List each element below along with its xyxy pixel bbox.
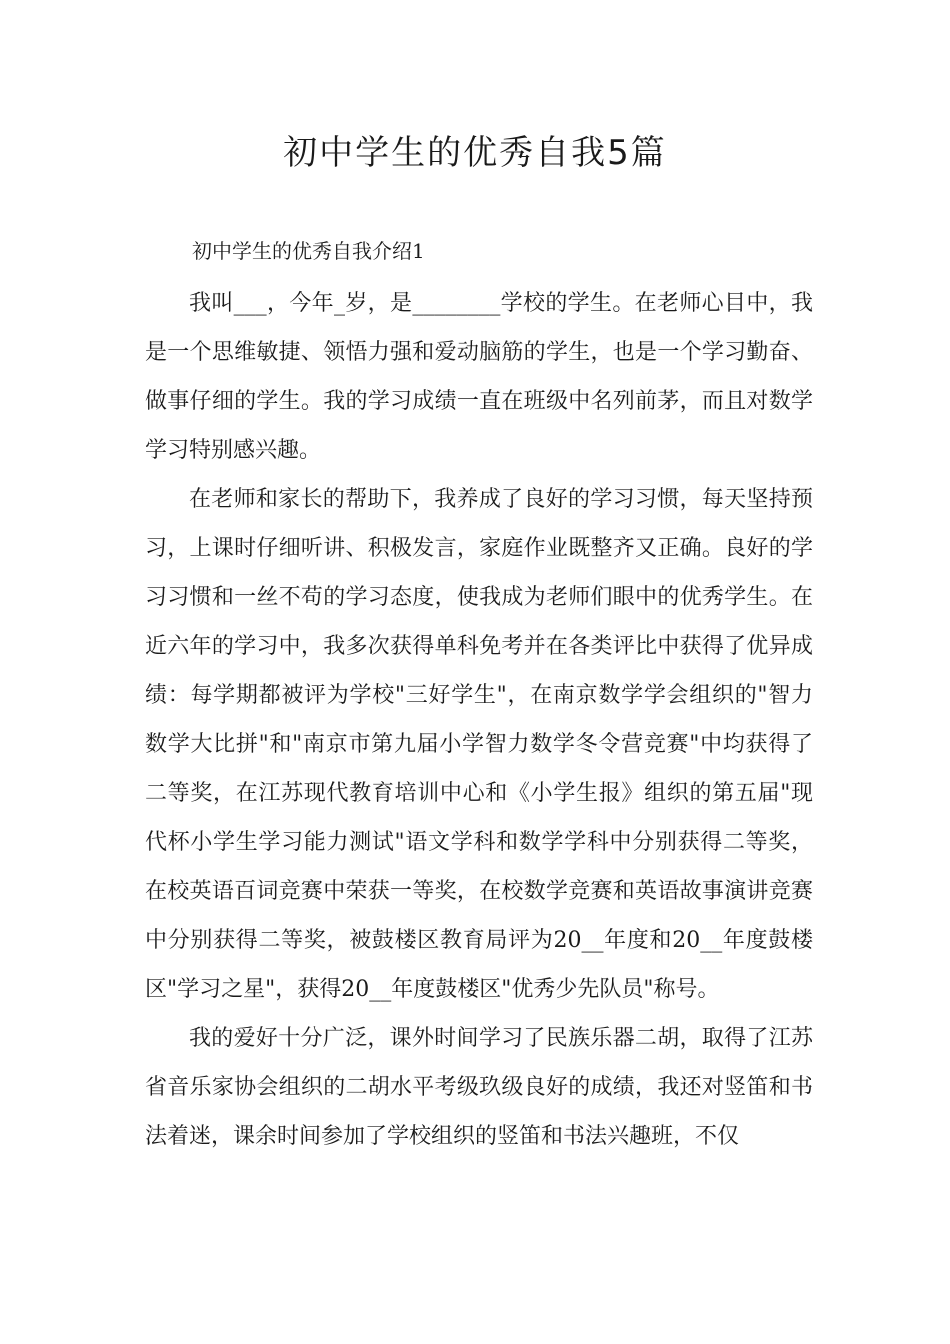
section-heading: 初中学生的优秀自我介绍1 [192, 239, 425, 263]
paragraph: 我的爱好十分广泛，课外时间学习了民族乐器二胡，取得了江苏省音乐家协会组织的二胡水平考级玖级良好的成绩，我还对竖笛和书法着迷，课余时间参加了学校组织的竖笛和书法兴趣班，不仅 [145, 1026, 813, 1149]
paragraph: 在老师和家长的帮助下，我养成了良好的学习习惯，每天坚持预习，上课时仔细听讲、积极发言，家庭作业既整齐又正确。良好的学习习惯和一丝不苟的学习态度，使我成为老师们眼中的优秀学生。在近六年的学习中，我多次获得单科免考并在各类评比中获得了优异成绩：每学期都被评为学校"三好学生"，在南京数学学会组织的"智力数学大比拼"和"南京市第九届小学智力数学冬令营竞赛"中均获得了二等奖，在江苏现代教育培训中心和《小学生报》组织的第五届"现代杯小学生学习能力测试"语文学科和数学学科中分别获得二等奖，在校英语百词竞赛中荣获一等奖，在校数学竞赛和英语故事演讲竞赛中分别获得二等奖，被鼓楼区教育局评为20__年度和20__年度鼓楼区"学习之星"，获得20__年度鼓楼区"优秀少先队员"称号。 [145, 487, 813, 1002]
paragraph: 我叫___，今年_岁，是________学校的学生。在老师心目中，我是一个思维敏捷、领悟力强和爱动脑筋的学生，也是一个学习勤奋、做事仔细的学生。我的学习成绩一直在班级中名列前茅，而且对数学学习特别感兴趣。 [145, 291, 813, 463]
document-title: 初中学生的优秀自我5篇 [283, 133, 667, 173]
document-body [145, 279, 813, 1161]
